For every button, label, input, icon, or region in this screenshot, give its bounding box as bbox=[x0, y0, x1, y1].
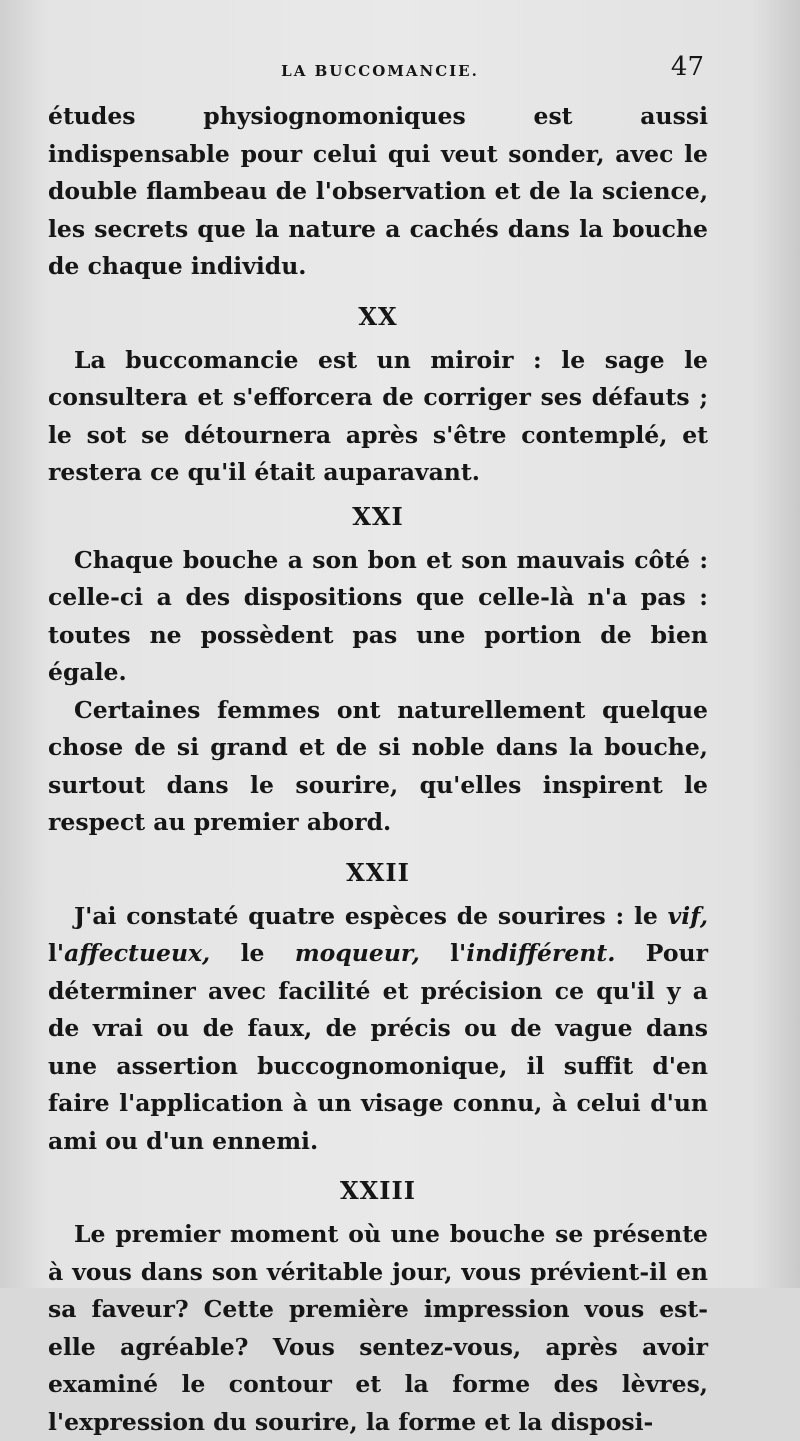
paragraph-xx: La buccomancie est un miroir : le sage le consultera et s'efforcera de corriger ses défauts ; le sot se détournera après s'être contemplé, et restera ce qu'il était auparavant. bbox=[48, 345, 708, 486]
text-run: l' bbox=[48, 939, 65, 967]
section-heading-xxii: XXII bbox=[346, 857, 410, 887]
italic-term-vif: vif, bbox=[667, 901, 708, 930]
page-header bbox=[0, 52, 800, 88]
paragraph-xxi-2: Certaines femmes ont naturellement quelque chose de si grand et de si noble dans la bouche, surtout dans le sourire, qu'elles inspirent le respect au premier abord. bbox=[48, 695, 708, 836]
text-run: Pour déterminer avec facilité et précision ce qu'il y a de vrai ou de faux, de précis ou de vague dans une assertion buccognomonique, il suffit d'en faire l'application à un visage connu, à celui d'un ami ou d'un ennemi. bbox=[48, 939, 708, 1155]
running-title: LA BUCCOMANCIE. bbox=[281, 62, 479, 80]
text-run: l' bbox=[419, 939, 467, 967]
paragraph-xxiii: Le premier moment où une bouche se présente à vous dans son véritable jour, vous prévient-il en sa faveur? Cette première impression vous est-elle agréable? Vous sentez-vous, après avoir examiné le contour et la forme des lèvres, l'expression du sourire, la forme et la disposi- bbox=[48, 1220, 708, 1436]
paragraph-xxii bbox=[48, 898, 708, 1161]
page-body bbox=[48, 98, 708, 1441]
section-heading-xx: XX bbox=[358, 301, 398, 331]
paragraph-continuation: études physiognomoniques est aussi indispensable pour celui qui veut sonder, avec le double flambeau de l'observation et de la science, les secrets que la nature a cachés dans la bouche de chaque individu. bbox=[48, 102, 708, 280]
section-heading-xxiii: XXIII bbox=[340, 1176, 416, 1205]
text-run: J'ai constaté quatre espèces de sourires : le bbox=[74, 901, 668, 930]
italic-term-affectueux: affectueux, bbox=[64, 939, 211, 967]
paragraph-xxi-1: Chaque bouche a son bon et son mauvais côté : celle-ci a des dispositions que celle-là n'a pas : toutes ne possèdent pas une portion de bien égale. bbox=[48, 545, 708, 686]
italic-term-indifferent: indifférent. bbox=[466, 939, 616, 967]
page-number: 47 bbox=[670, 52, 704, 82]
section-heading-xxi: XXI bbox=[352, 501, 404, 531]
text-run: le bbox=[210, 939, 295, 967]
italic-term-moqueur: moqueur, bbox=[294, 939, 420, 967]
